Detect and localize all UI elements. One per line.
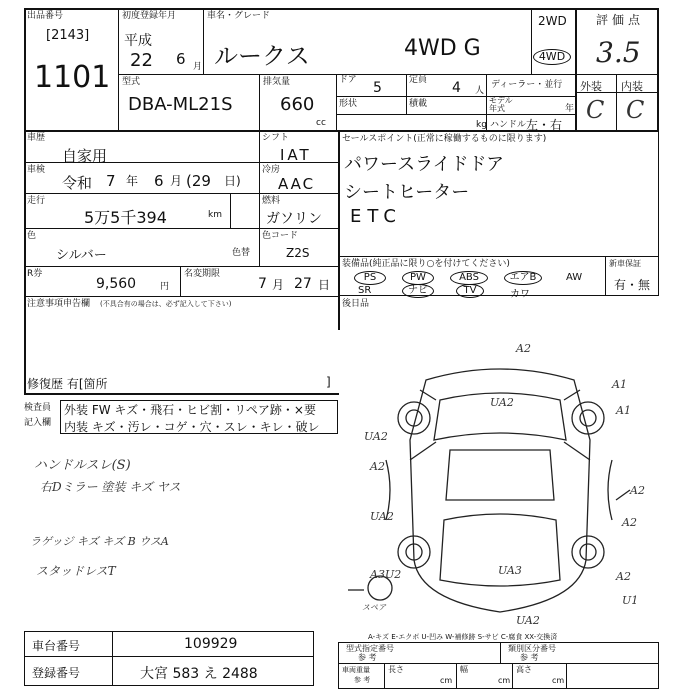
equip-sr: SR: [358, 285, 372, 296]
equipment-label: 装備品(純正品に限り○を付けてください): [342, 259, 510, 269]
mark-rr-quarter: A2: [616, 570, 631, 583]
equip-leather: カワ: [510, 289, 530, 300]
load-unit: kg: [476, 120, 487, 130]
spec-length-unit: cm: [440, 676, 453, 685]
score-value: 3.5: [596, 36, 641, 69]
mark-rear: UA2: [516, 614, 540, 627]
inspection-month-unit: 月: [170, 174, 183, 188]
shape-label: 形状: [339, 99, 358, 109]
name-change-label: 名変期限: [184, 269, 221, 279]
inspection-label: 車検: [27, 165, 46, 175]
inspection-day: (29: [186, 172, 211, 190]
model-year-label1: モデル: [489, 96, 513, 105]
lot-code: [2143]: [46, 28, 90, 43]
shift-label: シフト: [262, 133, 290, 143]
ext-label: 外装: [580, 80, 602, 93]
handle-label: ハンドル: [490, 120, 527, 130]
model-label: 型式: [122, 77, 141, 87]
handwritten-line-4: スタッドレスT: [36, 564, 116, 578]
spec-weight: 車両重量: [342, 666, 370, 674]
mileage-value: 5万5千394: [84, 208, 167, 227]
doors-label: ドア: [339, 75, 357, 85]
equip-pw: PW: [402, 271, 434, 285]
drive-2wd: 2WD: [538, 14, 567, 28]
fuel-label: 燃料: [262, 196, 281, 206]
usage-label: 車歴: [27, 133, 46, 143]
displacement-label: 排気量: [263, 77, 291, 87]
mark-rl-door: UA2: [370, 510, 394, 523]
equip-ps: PS: [354, 271, 386, 285]
spec-ref-3: 参 考: [354, 676, 371, 684]
lot-label: 出品番号: [27, 11, 64, 21]
equip-abs: ABS: [450, 271, 488, 285]
car-grade: 4WD G: [404, 36, 481, 61]
capacity-label: 定員: [409, 75, 428, 85]
color-label: 色: [27, 231, 37, 241]
warranty-label: 新車保証: [609, 259, 641, 268]
int-value: C: [626, 96, 645, 124]
recycle-label: R券: [27, 269, 43, 279]
name-change-month: 7: [258, 276, 267, 292]
inspection-year: 7: [106, 172, 116, 190]
inspection-era: 令和: [62, 174, 93, 192]
ac-value: AAC: [278, 175, 316, 193]
score-label: 評価点: [596, 13, 645, 27]
plate-value: 大宮 583 え 2488: [140, 666, 258, 682]
equip-tv: TV: [456, 284, 484, 298]
mark-fl-door: A2: [370, 460, 385, 473]
inspector-label-1: 検査員: [24, 403, 52, 413]
equip-aw: AW: [566, 272, 583, 283]
mileage-label: 走行: [27, 196, 46, 206]
recycle-value: 9,560: [96, 276, 137, 292]
spec-width-unit: cm: [498, 676, 511, 685]
name-change-day-unit: 日: [318, 278, 331, 292]
spec-height: 高さ: [516, 665, 532, 674]
fuel-value: ガソリン: [266, 211, 322, 227]
spec-length: 長さ: [388, 665, 404, 674]
car-label: 車名・グレード: [207, 11, 271, 21]
model-year-unit: 年: [565, 104, 575, 114]
after-fix-label: 後日品: [342, 299, 370, 309]
model-year-label2: 年式: [489, 104, 505, 113]
handwritten-line-1: ハンドルスレ(S): [34, 458, 131, 473]
sales-point-3: ETC: [350, 206, 402, 227]
inspection-day-unit: 日): [224, 174, 241, 188]
capacity-unit: 人: [475, 86, 485, 96]
usage-value: 自家用: [62, 147, 108, 165]
drive-4wd-circled: 4WD: [533, 49, 571, 65]
car-diagram: [340, 330, 658, 630]
inspection-year-unit: 年: [126, 174, 139, 188]
displacement-unit: cc: [316, 118, 326, 128]
registration-month-unit: 月: [193, 62, 203, 72]
mark-front: A2: [516, 342, 531, 355]
notes-label: 注意事項申告欄: [27, 299, 91, 309]
shift-value: IAT: [280, 146, 312, 164]
mark-fr-fender: A1: [612, 378, 627, 391]
sales-label: セールスポイント(正常に稼働するものに限ります): [342, 134, 547, 144]
repair-history: 修復歴 有[箇所: [27, 377, 108, 391]
int-label: 内装: [621, 80, 643, 93]
mark-fr-door-top: A1: [616, 404, 631, 417]
name-change-month-unit: 月: [272, 278, 285, 292]
damage-legend: A-キズ E-エクボ U-凹み W-補修跡 S-サビ C-腐食 XX-交換済: [368, 633, 558, 641]
mark-fl-fender: UA2: [364, 430, 388, 443]
mark-r-door: A2: [630, 484, 645, 497]
color-change-label: 色替: [232, 248, 251, 258]
warranty-value: 有・無: [614, 278, 651, 292]
registration-month: 6: [176, 50, 186, 68]
name-change-day: 27: [294, 276, 312, 292]
registration-label: 初度登録年月: [122, 11, 177, 21]
lot-number: 1101: [34, 60, 111, 95]
doors-value: 5: [373, 80, 382, 96]
displacement-value: 660: [280, 94, 315, 115]
inspector-interior: 内装 キズ・汚レ・コゲ・穴・スレ・キレ・破レ: [64, 420, 320, 434]
sales-point-2: シートヒーター: [344, 182, 470, 203]
repair-history-bracket: ]: [326, 375, 331, 389]
color-code-label: 色コード: [262, 231, 299, 241]
inspection-month: 6: [154, 172, 164, 190]
handwritten-line-3: ラゲッジ キズ キズ B ウスA: [30, 535, 169, 548]
notes-sub: (不具合有の場合は、必ず記入して下さい): [100, 300, 232, 308]
spec-category: 類別区分番号: [508, 644, 556, 653]
spec-ref-1: 参 考: [358, 653, 377, 662]
mark-back: UA3: [498, 564, 522, 577]
load-label: 積載: [409, 99, 428, 109]
mileage-unit: km: [208, 210, 222, 220]
car-name: ルークス: [214, 42, 310, 70]
registration-year: 22: [130, 50, 153, 71]
mark-rr-door: A2: [622, 516, 637, 529]
inspector-label-2: 記入欄: [24, 418, 52, 428]
color-code-value: Z2S: [286, 246, 310, 260]
mark-hood: UA2: [490, 396, 514, 409]
mark-spare: スペア: [362, 603, 386, 612]
chassis-label: 車台番号: [32, 639, 81, 653]
ac-label: 冷房: [262, 165, 281, 175]
registration-era: 平成: [124, 33, 152, 49]
spec-designation: 型式指定番号: [346, 644, 394, 653]
equip-airbag: エアB: [504, 271, 542, 285]
sales-point-1: パワースライドドア: [344, 154, 505, 175]
ext-value: C: [586, 96, 605, 124]
recycle-unit: 円: [160, 282, 170, 292]
plate-label: 登録番号: [32, 666, 81, 680]
capacity-value: 4: [452, 80, 461, 96]
handle-value: 左・右: [526, 118, 563, 132]
mark-rr-tail: U1: [622, 594, 639, 607]
spec-height-unit: cm: [552, 676, 565, 685]
handwritten-line-2: 右Dミラー 塗装 キズ ヤス: [40, 480, 181, 494]
chassis-value: 109929: [184, 636, 238, 652]
equip-navi: ナビ: [402, 284, 434, 298]
color-value: シルバー: [56, 248, 107, 263]
inspector-exterior: 外装 FW キズ・飛石・ヒビ割・リペア跡・×要: [64, 403, 316, 417]
dealer-label: ディーラー・並行: [491, 80, 563, 90]
model-value: DBA-ML21S: [128, 94, 233, 115]
spec-width: 幅: [460, 665, 468, 674]
spec-ref-2: 参 考: [520, 653, 539, 662]
mark-rl-quarter: A3U2: [370, 568, 402, 581]
